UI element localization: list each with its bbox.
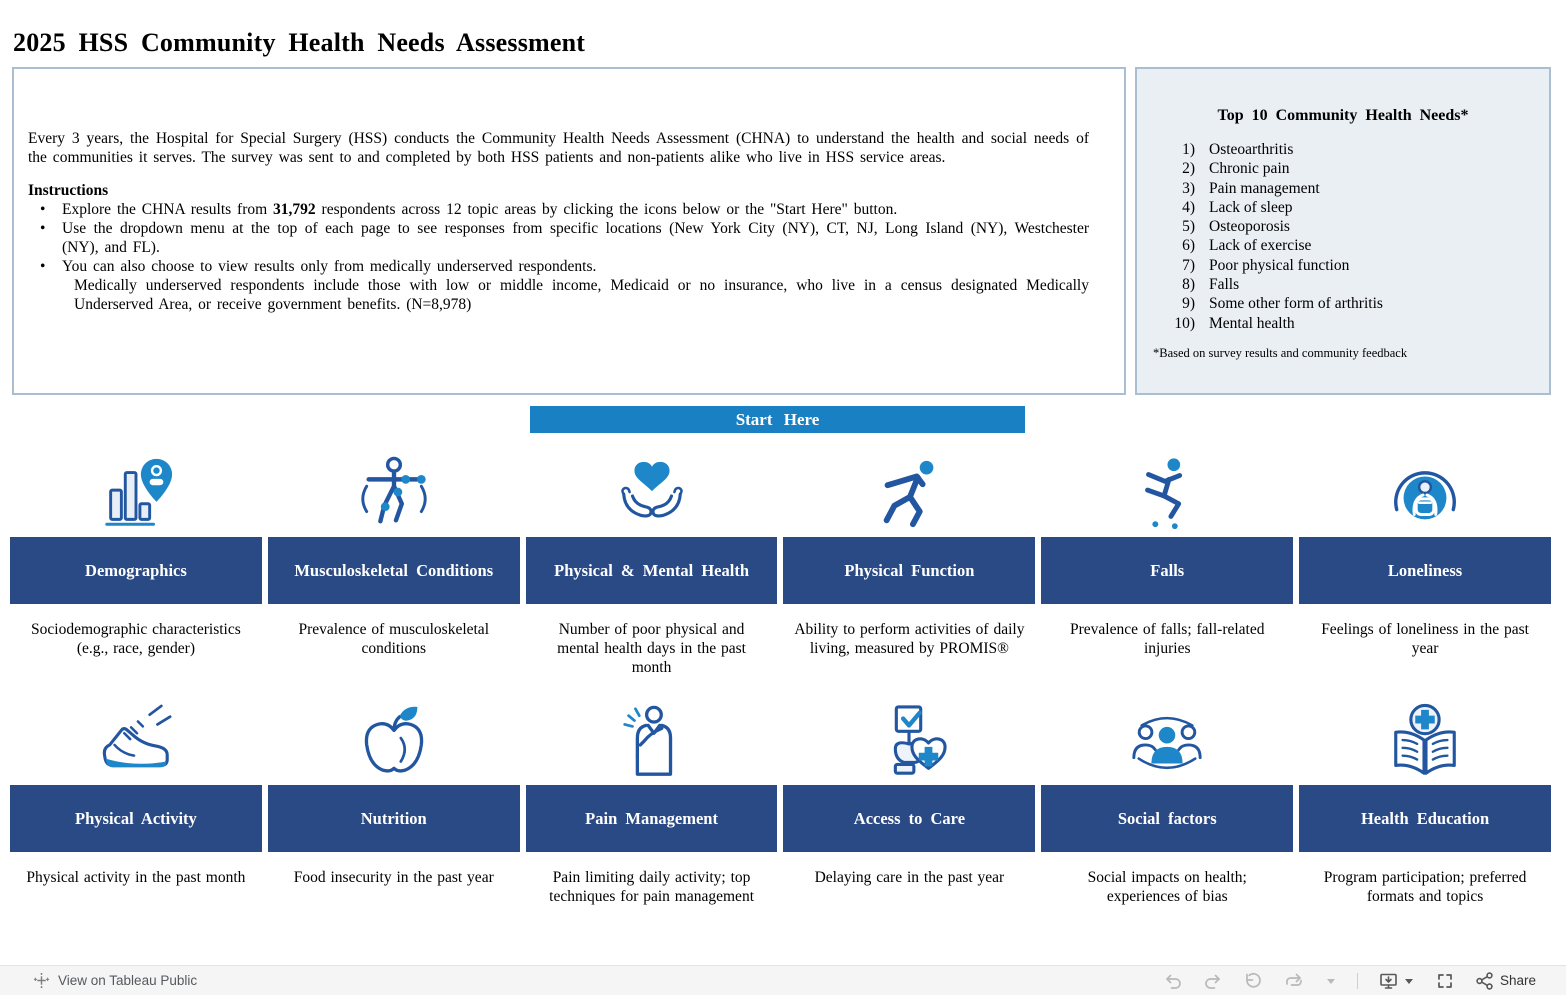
top-need-label: Mental health — [1209, 314, 1295, 332]
tile-label: Musculoskeletal Conditions — [294, 560, 494, 580]
caret-down-icon — [1403, 975, 1415, 987]
redo-icon — [1203, 971, 1223, 991]
top-need-label: Chronic pain — [1209, 160, 1290, 178]
tile-icon-slot — [10, 441, 262, 537]
tile-icon-slot — [526, 689, 778, 785]
tile-icon-slot — [1041, 689, 1293, 785]
undo-button[interactable] — [1163, 971, 1183, 991]
page-title: 2025 HSS Community Health Needs Assessment — [13, 28, 586, 57]
top-needs-panel — [1135, 67, 1551, 395]
tile-label: Access to Care — [853, 808, 966, 828]
top-need-item — [1151, 275, 1535, 294]
tile-label: Physical & Mental Health — [554, 560, 749, 580]
tile-label-bar — [526, 537, 778, 604]
tile-label-bar — [783, 785, 1035, 852]
tile-label-bar — [1299, 785, 1551, 852]
top-need-label: Some other form of arthritis — [1209, 295, 1383, 313]
bullet-1-text: Explore the CHNA results from 31,792 respondents across 12 topic areas by clicking the icons below or the "Start Here" button. — [62, 201, 898, 218]
topic-tile[interactable] — [526, 689, 778, 937]
topic-tile[interactable] — [268, 441, 520, 689]
refresh-icon — [1283, 971, 1305, 991]
instruction-bullet-3 — [28, 257, 1089, 276]
topic-tile[interactable] — [783, 689, 1035, 937]
tile-description: Pain limiting daily activity; top techniques for pain management — [549, 869, 754, 905]
intro-panel — [12, 67, 1126, 395]
top-need-label: Osteoarthritis — [1209, 141, 1294, 158]
tile-icon-slot — [268, 441, 520, 537]
tile-description: Number of poor physical and mental health days in the past month — [557, 621, 746, 676]
top-need-number: 6) — [1182, 237, 1195, 255]
tile-description: Food insecurity in the past year — [293, 869, 494, 886]
share-button[interactable] — [1475, 971, 1536, 991]
bullet-2-text: Use the dropdown menu at the top of each page to see responses from specific locations (New York City (NY), CT, NJ, Long Island (NY), Westchester (NY), and FL). — [62, 220, 1089, 256]
tile-description: Delaying care in the past year — [814, 869, 1005, 886]
top-need-number: 1) — [1182, 141, 1195, 158]
respondent-count: 31,792 — [273, 201, 316, 218]
tile-description: Sociodemographic characteristics (e.g., race, gender) — [31, 621, 241, 657]
tableau-logo-icon — [33, 972, 50, 989]
tile-icon-slot — [1041, 441, 1293, 537]
top-need-item — [1151, 256, 1535, 275]
refresh-button[interactable] — [1283, 971, 1305, 991]
topic-grid — [10, 441, 1551, 937]
instructions-heading: Instructions — [28, 182, 109, 199]
share-icon — [1475, 971, 1495, 991]
tile-description: Prevalence of falls; fall-related injuries — [1069, 621, 1265, 657]
top-need-item — [1151, 198, 1535, 217]
top-need-label: Poor physical function — [1209, 256, 1350, 274]
access-care-icon — [867, 703, 951, 781]
tile-icon-slot — [1299, 441, 1551, 537]
top-need-number: 4) — [1182, 198, 1195, 216]
top-need-item — [1151, 236, 1535, 255]
bullet-3-text: You can also choose to view results only from medically underserved respondents. — [62, 258, 597, 275]
tile-label: Physical Function — [844, 560, 975, 580]
tile-description: Social impacts on health; experiences of bias — [1087, 869, 1247, 905]
tile-label: Health Education — [1360, 808, 1490, 828]
tile-label-bar — [783, 537, 1035, 604]
top-need-item — [1151, 294, 1535, 313]
top-need-number: 10) — [1174, 314, 1195, 332]
bullet-3-continuation: Medically underserved respondents include those with low or middle income, Medicaid or no insurance, who live in a census designated Medically Underserved Area, or receive government benefits. (N=8,978) — [74, 277, 1089, 313]
tile-icon-slot — [10, 689, 262, 785]
apple-icon — [352, 703, 436, 781]
caret-down-icon — [1325, 975, 1337, 987]
top-needs-footnote: *Based on survey results and community feedback — [1153, 345, 1408, 360]
tile-description: Ability to perform activities of daily living, measured by PROMIS® — [794, 621, 1025, 657]
tile-label-bar — [268, 537, 520, 604]
top-need-label: Pain management — [1209, 179, 1320, 197]
tile-label-bar — [268, 785, 520, 852]
tile-icon-slot — [268, 689, 520, 785]
redo-button[interactable] — [1203, 971, 1223, 991]
tile-label: Demographics — [85, 560, 187, 580]
toolbar-actions — [1163, 971, 1566, 991]
pain-management-icon — [610, 703, 694, 781]
tile-label-bar — [1041, 785, 1293, 852]
top-need-number: 3) — [1182, 179, 1195, 197]
tile-label: Nutrition — [360, 808, 427, 828]
social-factors-icon — [1125, 703, 1209, 781]
topic-tile[interactable] — [1299, 441, 1551, 689]
top-need-number: 5) — [1182, 218, 1195, 236]
view-on-tableau-label: View on Tableau Public — [58, 973, 198, 988]
tile-label: Pain Management — [585, 808, 718, 828]
heart-hands-icon — [610, 455, 694, 533]
bullet-glyph: • — [40, 258, 46, 275]
top-need-item — [1151, 217, 1535, 236]
fullscreen-icon — [1435, 971, 1455, 991]
tile-description: Feelings of loneliness in the past year — [1321, 621, 1529, 657]
top-need-item — [1151, 159, 1535, 178]
share-label: Share — [1499, 973, 1536, 988]
health-education-icon — [1383, 703, 1467, 781]
topic-tile[interactable] — [1041, 441, 1293, 689]
info-row — [12, 67, 1551, 395]
bottom-toolbar — [0, 965, 1566, 995]
top-needs-list — [1151, 140, 1535, 333]
tile-label-bar — [1299, 537, 1551, 604]
top-need-item — [1151, 314, 1535, 333]
revert-button[interactable] — [1243, 971, 1263, 991]
topic-tile[interactable] — [10, 689, 262, 937]
physical-function-icon — [867, 455, 951, 533]
fullscreen-button[interactable] — [1435, 971, 1455, 991]
topic-tile[interactable] — [10, 441, 262, 689]
tile-description: Prevalence of musculoskeletal conditions — [298, 621, 489, 657]
demographics-icon — [94, 455, 178, 533]
revert-icon — [1243, 971, 1263, 991]
undo-icon — [1163, 971, 1183, 991]
intro-paragraph: Every 3 years, the Hospital for Special Surgery (HSS) conducts the Community Health Needs Assessment (CHNA) to understand the health and social needs of the communities it serves. The survey was sent to and completed by both HSS patients and non-patients alike who live in HSS service areas. — [28, 130, 1089, 166]
musculoskeletal-icon — [352, 455, 436, 533]
top-need-item — [1151, 179, 1535, 198]
tile-label: Loneliness — [1387, 560, 1463, 580]
sneaker-icon — [94, 703, 178, 781]
bullet-glyph: • — [40, 201, 46, 218]
tile-label: Physical Activity — [75, 808, 197, 828]
falls-icon — [1125, 455, 1209, 533]
tile-icon-slot — [526, 441, 778, 537]
instruction-bullet-2 — [28, 219, 1089, 257]
topic-tile[interactable] — [268, 689, 520, 937]
top-need-label: Osteoporosis — [1209, 218, 1290, 236]
tile-label-bar — [10, 537, 262, 604]
top-need-number: 2) — [1182, 160, 1195, 178]
bullet-glyph: • — [40, 220, 46, 237]
loneliness-icon — [1383, 455, 1467, 533]
topic-tile[interactable] — [1041, 689, 1293, 937]
start-here-button[interactable]: Start Here — [530, 406, 1025, 433]
download-button[interactable] — [1378, 971, 1415, 991]
top-need-label: Lack of exercise — [1209, 237, 1312, 255]
pause-updates-button[interactable] — [1325, 975, 1337, 987]
tile-icon-slot — [783, 689, 1035, 785]
view-on-tableau-link[interactable] — [0, 972, 197, 989]
topic-tile[interactable] — [783, 441, 1035, 689]
tile-label: Social factors — [1117, 808, 1217, 828]
tile-label-bar — [526, 785, 778, 852]
top-need-label: Lack of sleep — [1209, 198, 1293, 216]
tile-label-bar — [10, 785, 262, 852]
instruction-bullet-1 — [28, 200, 1089, 219]
tile-description: Physical activity in the past month — [26, 869, 246, 886]
topic-tile[interactable] — [1299, 689, 1551, 937]
toolbar-divider — [1357, 973, 1358, 989]
topic-tile[interactable] — [526, 441, 778, 689]
tile-icon-slot — [1299, 689, 1551, 785]
tile-label: Falls — [1150, 560, 1185, 580]
tile-label-bar — [1041, 537, 1293, 604]
tile-icon-slot — [783, 441, 1035, 537]
download-icon — [1378, 971, 1400, 991]
top-need-number: 8) — [1182, 276, 1195, 294]
top-need-item — [1151, 140, 1535, 159]
top-need-label: Falls — [1209, 276, 1240, 294]
top-needs-title: Top 10 Community Health Needs* — [1217, 107, 1469, 124]
tile-description: Program participation; preferred formats and topics — [1323, 869, 1527, 905]
top-need-number: 7) — [1182, 256, 1195, 274]
top-need-number: 9) — [1182, 295, 1195, 313]
